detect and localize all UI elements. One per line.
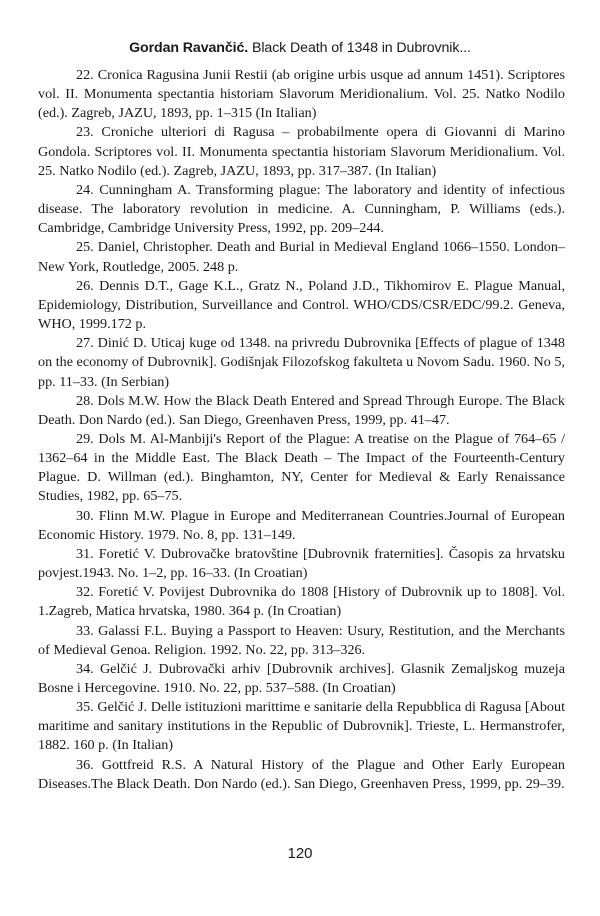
reference-item: 28. Dols M.W. How the Black Death Entered and Spread Through Europe. The Black Death. Don Nardo (ed.). San Diego, Greenhaven Press, 1999, pp. 41–47.: [38, 392, 565, 428]
reference-item: 33. Galassi F.L. Buying a Passport to Heaven: Usury, Restitution, and the Merchants of Medieval Genoa. Religion. 1992. No. 22, pp. 313–326.: [38, 622, 565, 658]
reference-item: 29. Dols M. Al-Manbiji's Report of the Plague: A treatise on the Plague of 764–65 / 1362–64 in the Middle East. The Black Death – The Impact of the Fourteenth-Century Plague. D. Willman (ed.). Binghamton, NY, Center for Medieval & Early Renaissance Studies, 1982, pp. 65–75.: [38, 430, 565, 505]
reference-item: 23. Croniche ulteriori di Ragusa – probabilmente opera di Giovanni di Marino Gondola. Scriptores vol. II. Monumenta spectantia historiam Slavorum Meridionalium. Vol. 25. Natko Nodilo (ed.). Zagreb, JAZU, 1893, pp. 317–387. (In Italian): [38, 124, 565, 179]
reference-item: 26. Dennis D.T., Gage K.L., Gratz N., Poland J.D., Tikhomirov E. Plague Manual, Epidemiology, Distribution, Surveillance and Control. WHO/CDS/CSR/EDC/99.2. Geneva, WHO, 1999.172 p.: [38, 277, 565, 333]
running-header: [0, 40, 600, 56]
reference-item: 32. Foretić V. Povijest Dubrovnika do 1808 [History of Dubrovnik up to 1808]. Vol. 1.Zagreb, Matica hrvatska, 1980. 364 p. (In Croatian): [38, 584, 565, 620]
reference-item: 22. Cronica Ragusina Junii Restii (ab origine urbis usque ad annum 1451). Scriptores vol. II. Monumenta spectantia historiam Slavorum Meridionalium. Vol. 25. Natko Nodilo (ed.). Zagreb, JAZU, 1893, pp. 1–315 (In Italian): [38, 67, 565, 122]
reference-item: 30. Flinn M.W. Plague in Europe and Mediterranean Countries.Journal of European Economic History. 1979. No. 8, pp. 131–149.: [38, 507, 565, 543]
reference-list: [38, 66, 565, 794]
header-title: Black Death of 1348 in Dubrovnik...: [251, 40, 471, 56]
reference-item: 31. Foretić V. Dubrovačke bratovštine [Dubrovnik fraternities]. Časopis za hrvatsku povjest.1943. No. 1–2, pp. 16–33. (In Croatian): [38, 545, 565, 582]
reference-item: 34. Gelčić J. Dubrovački arhiv [Dubrovnik archives]. Glasnik Zemaljskog muzeja Bosne i Hercegovine. 1910. No. 22, pp. 537–588. (In Croatian): [38, 660, 565, 696]
page-number: 120: [287, 845, 313, 862]
header-author: Gordan Ravančić.: [129, 40, 249, 56]
reference-item: 24. Cunningham A. Transforming plague: The laboratory and identity of infectious disease. The laboratory revolution in medicine. A. Cunningham, P. Williams (eds.). Cambridge, Cambridge University Press, 1992, pp. 209–244.: [38, 181, 565, 237]
reference-item: 35. Gelčić J. Delle istituzioni marittime e sanitarie della Repubblica di Ragusa [About maritime and sanitary institutions in the Republic of Dubrovnik]. Trieste, L. Hermanstrofer, 1882. 160 p. (In Italian): [38, 699, 565, 754]
reference-item: 25. Daniel, Christopher. Death and Burial in Medieval England 1066–1550. London–New York, Routledge, 2005. 248 p.: [38, 239, 565, 275]
reference-item: 27. Dinić D. Uticaj kuge od 1348. na privredu Dubrovnika [Effects of plague of 1348 on the economy of Dubrovnik]. Godišnjak Filozofskog fakulteta u Novom Sadu. 1960. No 5, pp. 11–33. (In Serbian): [38, 335, 565, 390]
reference-item: 36. Gottfreid R.S. A Natural History of the Plague and Other Early European Diseases.The Black Death. Don Nardo (ed.). San Diego, Greenhaven Press, 1999, pp. 29–39.: [38, 756, 565, 792]
